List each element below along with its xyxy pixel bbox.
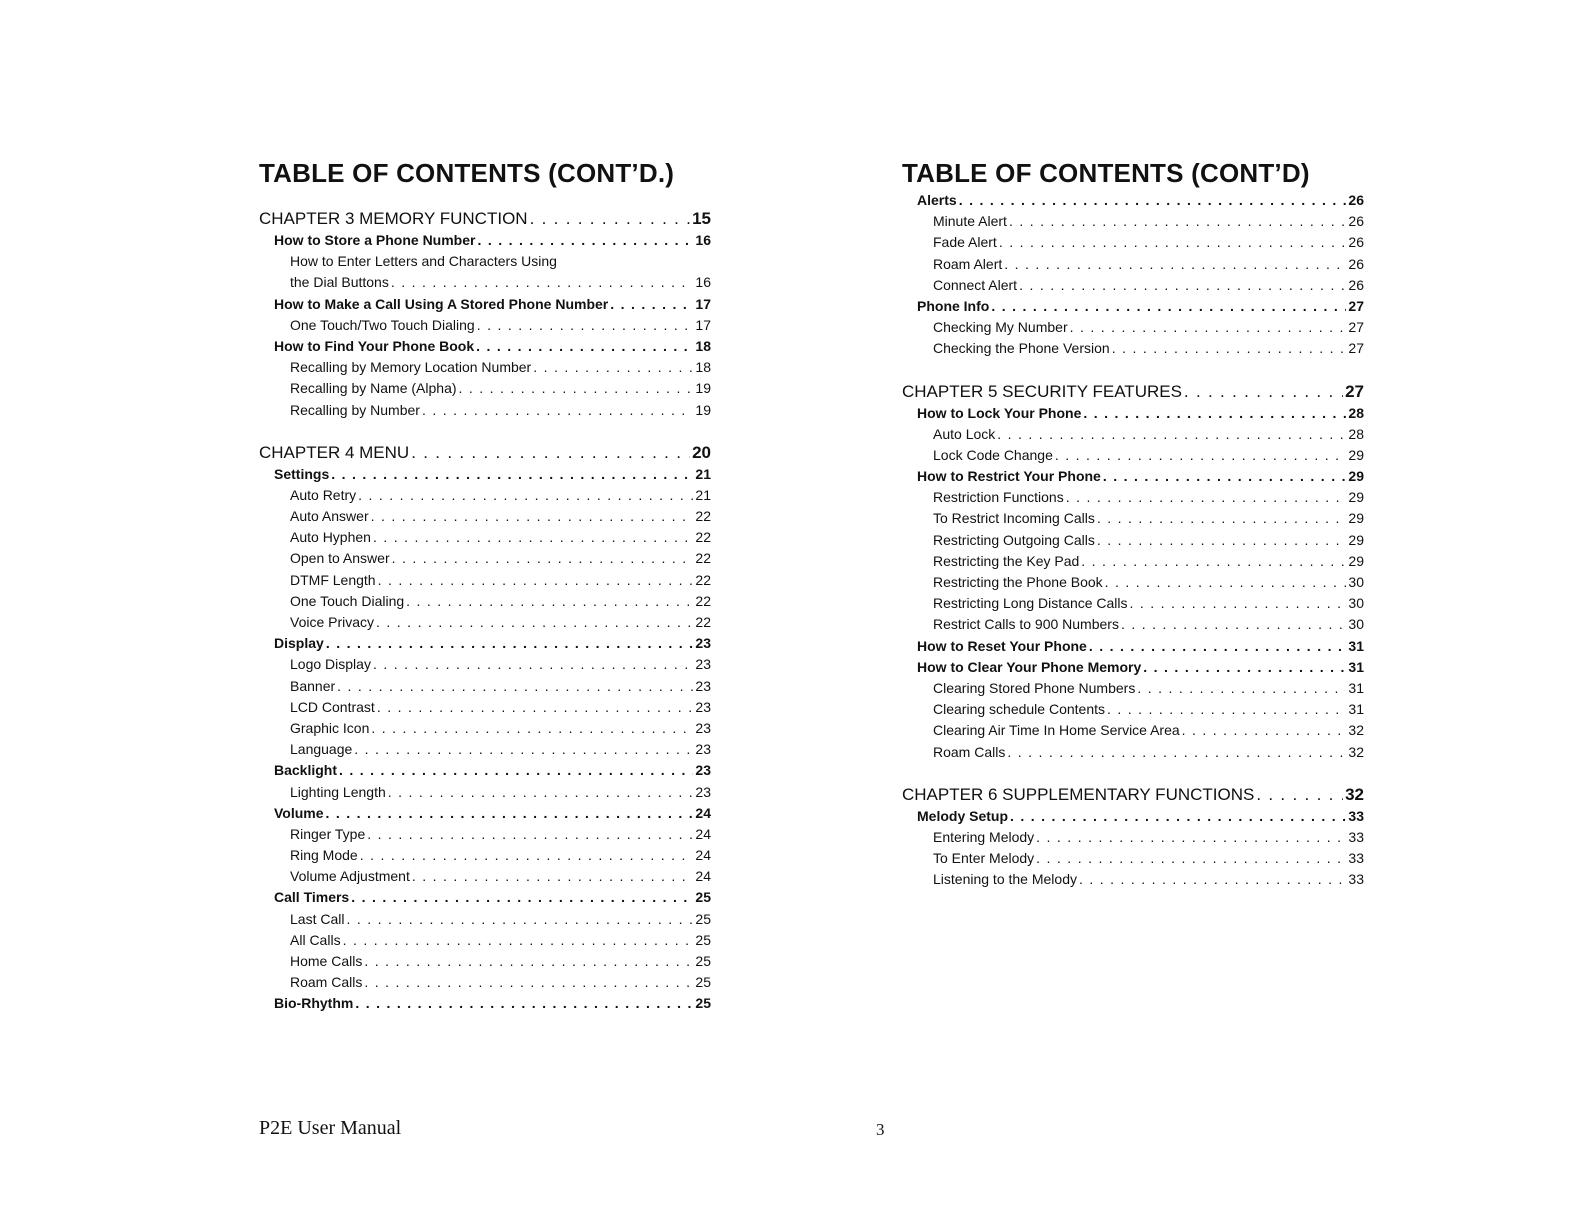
toc-subsection-entry (902, 720, 1364, 741)
toc-entry-label: CHAPTER 4 MENU (259, 442, 410, 462)
toc-subsection-entry (902, 551, 1364, 572)
toc-entry-label: Phone Info (917, 297, 990, 314)
toc-section-entry (902, 296, 1364, 317)
toc-entry-label: CHAPTER 5 SECURITY FEATURES (902, 381, 1182, 401)
dot-leader (406, 591, 693, 612)
toc-section-entry (259, 803, 711, 824)
dot-leader (346, 909, 693, 930)
toc-subsection-entry (902, 614, 1364, 635)
toc-entry-page-number: 26 (1348, 276, 1364, 293)
toc-chapter-entry (259, 442, 711, 464)
dot-leader (1256, 784, 1343, 806)
dot-leader (1081, 551, 1346, 572)
dot-leader (991, 296, 1346, 317)
dot-leader (997, 424, 1346, 445)
toc-entry-label: To Restrict Incoming Calls (933, 510, 1095, 527)
dot-leader (422, 400, 693, 421)
toc-entry-label: How to Make a Call Using A Stored Phone Number (274, 295, 609, 312)
toc-entry-label: One Touch Dialing (290, 592, 405, 609)
toc-entry-label: Checking My Number (933, 319, 1068, 336)
toc-entry-page-number: 19 (695, 380, 711, 397)
toc-entry-page-number: 23 (695, 635, 711, 652)
dot-leader (364, 951, 693, 972)
toc-entry-wrapped-line: How to Enter Letters and Characters Using (290, 253, 557, 270)
toc-entry-label: Connect Alert (933, 276, 1018, 293)
toc-entry-page-number: 31 (1348, 701, 1364, 718)
dot-leader (1004, 254, 1346, 275)
toc-entry-label: Recalling by Memory Location Number (290, 359, 532, 376)
toc-section-entry (902, 403, 1364, 424)
dot-leader (367, 824, 693, 845)
toc-entries-left (259, 208, 711, 1015)
toc-entry-label: Voice Privacy (290, 614, 375, 630)
footer-page-number: 3 (876, 1120, 885, 1139)
dot-leader (476, 336, 693, 357)
dot-leader (371, 506, 694, 527)
toc-entry-label: How to Find Your Phone Book (274, 337, 475, 354)
dot-leader (373, 654, 693, 675)
toc-subsection-entry (259, 591, 711, 612)
toc-subsection-entry (259, 739, 711, 760)
toc-entry-label: Volume (274, 804, 324, 821)
dot-leader (610, 294, 693, 315)
toc-entry-page-number: 27 (1348, 340, 1364, 357)
toc-section-entry (259, 230, 711, 251)
toc-subsection-entry (259, 951, 711, 972)
toc-entry-page-number: 26 (1348, 234, 1364, 251)
toc-entry-label: Call Timers (274, 889, 350, 906)
toc-entry-page-number: 23 (695, 719, 711, 736)
toc-entry-page-number: 26 (1348, 213, 1364, 230)
dot-leader (354, 739, 693, 760)
toc-entry-page-number: 29 (1348, 531, 1364, 548)
toc-entry-label: Entering Melody (933, 828, 1035, 845)
toc-subsection-entry (902, 742, 1364, 763)
toc-subsection-entry (902, 211, 1364, 232)
toc-entry-label: Graphic Icon (290, 719, 370, 736)
toc-entry-label: Auto Retry (290, 486, 357, 503)
dot-leader (371, 718, 693, 739)
dot-leader (1010, 806, 1346, 827)
toc-entry-page-number: 17 (695, 316, 711, 333)
toc-entry-page-number: 28 (1348, 404, 1364, 421)
footer-manual-title: P2E User Manual (259, 1117, 402, 1139)
toc-entry-label: Roam Calls (290, 974, 363, 991)
toc-subsection-entry (902, 699, 1364, 720)
toc-entry-page-number: 22 (695, 529, 711, 546)
toc-entry-label: All Calls (290, 931, 341, 948)
toc-subsection-entry (259, 506, 711, 527)
toc-entry-label: How to Store a Phone Number (274, 232, 476, 248)
dot-leader (1107, 699, 1346, 720)
toc-entry-page-number: 32 (1345, 784, 1364, 804)
dot-leader (1130, 593, 1347, 614)
toc-entry-label: Banner (290, 677, 336, 694)
dot-leader (530, 208, 691, 230)
toc-entry-page-number: 31 (1348, 637, 1364, 654)
dot-leader (1066, 487, 1347, 508)
toc-entry-label: Lighting Length (290, 783, 386, 800)
toc-entry-page-number: 24 (695, 825, 711, 842)
dot-leader (1009, 211, 1346, 232)
toc-chapter-entry (259, 208, 711, 230)
toc-entry-label: Recalling by Number (290, 401, 420, 418)
toc-entry-page-number: 21 (695, 465, 711, 482)
toc-subsection-entry (259, 676, 711, 697)
dot-leader (1103, 466, 1347, 487)
toc-entry-page-number: 33 (1348, 807, 1364, 824)
dot-leader (1036, 827, 1346, 848)
toc-entry-page-number: 18 (695, 337, 711, 354)
toc-section-entry (259, 294, 711, 315)
toc-subsection-entry (259, 548, 711, 569)
toc-entry-page-number: 32 (1348, 743, 1364, 760)
toc-entry-label: Language (290, 741, 353, 758)
dot-leader (1182, 720, 1347, 741)
toc-entry-label: Last Call (290, 910, 345, 927)
dot-leader (959, 190, 1347, 211)
toc-entry-page-number: 31 (1348, 658, 1364, 675)
toc-entry-page-number: 25 (695, 931, 711, 948)
toc-entry-page-number: 24 (695, 847, 711, 864)
dot-leader (388, 782, 694, 803)
toc-entry-page-number: 23 (695, 783, 711, 800)
toc-entry-page-number: 23 (695, 762, 711, 779)
dot-leader (1121, 614, 1346, 635)
toc-entry-page-number: 28 (1348, 425, 1364, 442)
toc-subsection-entry (902, 232, 1364, 253)
toc-entry-label: Bio-Rhythm (274, 995, 354, 1012)
dot-leader (1112, 338, 1347, 359)
toc-entry-label: Listening to the Melody (933, 871, 1077, 888)
dot-leader (411, 442, 690, 464)
toc-subsection-entry (259, 824, 711, 845)
toc-entry-label: Settings (274, 465, 330, 482)
toc-subsection-entry (902, 445, 1364, 466)
toc-entry-label: Restricting the Key Pad (933, 552, 1080, 569)
dot-leader (1019, 275, 1346, 296)
toc-entry-page-number: 16 (695, 232, 711, 248)
toc-subsection-entry (259, 315, 711, 336)
dot-leader (1083, 403, 1346, 424)
toc-entry-page-number: 26 (1348, 192, 1364, 208)
toc-chapter-entry (902, 381, 1364, 403)
toc-entry-label: Checking the Phone Version (933, 340, 1110, 357)
toc-entry-page-number: 20 (692, 442, 711, 462)
dot-leader (355, 993, 693, 1014)
toc-entry-page-number: 30 (1348, 574, 1364, 590)
toc-entry-label: Clearing Stored Phone Numbers (933, 679, 1136, 696)
toc-entry-page-number: 29 (1348, 552, 1364, 569)
toc-entry-page-number: 29 (1348, 510, 1364, 527)
toc-entry-page-number: 22 (695, 614, 711, 630)
toc-entry-label: How to Restrict Your Phone (917, 468, 1101, 485)
toc-entry-label: Auto Answer (290, 508, 369, 525)
toc-entry-label: Display (274, 635, 324, 652)
toc-subsection-entry (259, 357, 711, 378)
toc-entry-page-number: 25 (695, 995, 711, 1012)
dot-leader (1097, 530, 1347, 551)
toc-entry-label: Restricting Long Distance Calls (933, 595, 1128, 612)
toc-entry-label: Clearing schedule Contents (933, 701, 1105, 718)
dot-leader (358, 485, 693, 506)
toc-entry-page-number: 19 (695, 401, 711, 418)
toc-title-left: TABLE OF CONTENTS (CONT’D.) (259, 158, 675, 188)
toc-subsection-entry (259, 697, 711, 718)
dot-leader (1070, 317, 1347, 338)
toc-entry-label: To Enter Melody (933, 850, 1035, 867)
toc-subsection-entry (259, 972, 711, 993)
toc-entry-label: Backlight (274, 762, 338, 779)
toc-entry-label: Alerts (917, 192, 957, 208)
toc-entry-label: Logo Display (290, 656, 371, 673)
dot-leader (1143, 657, 1346, 678)
toc-subsection-entry (259, 930, 711, 951)
toc-entry-label: Volume Adjustment (290, 868, 410, 885)
toc-entry-label: Roam Alert (933, 255, 1003, 272)
dot-leader (459, 378, 694, 399)
toc-chapter-entry (902, 784, 1364, 806)
toc-column-right (902, 158, 1364, 890)
dot-leader (331, 464, 693, 485)
toc-entry-page-number: 24 (695, 804, 711, 821)
toc-section-entry (259, 993, 711, 1014)
toc-entry-label: Lock Code Change (933, 446, 1053, 463)
toc-entry-label: Fade Alert (933, 234, 997, 251)
toc-section-entry (902, 636, 1364, 657)
toc-section-entry (259, 464, 711, 485)
toc-subsection-entry (902, 508, 1364, 529)
toc-subsection-entry (259, 909, 711, 930)
dot-leader (343, 930, 694, 951)
toc-subsection-entry (902, 678, 1364, 699)
toc-entry-page-number: 26 (1348, 255, 1364, 272)
toc-entries-right (902, 190, 1364, 890)
toc-subsection-entry (902, 254, 1364, 275)
toc-column-left (259, 158, 711, 1015)
toc-entry-page-number: 27 (1348, 319, 1364, 336)
toc-entry-page-number: 22 (695, 592, 711, 609)
toc-subsection-entry (902, 275, 1364, 296)
toc-section-entry (259, 336, 711, 357)
toc-entry-page-number: 25 (695, 889, 711, 906)
toc-entry-label: Open to Answer (290, 550, 390, 567)
toc-entry-page-number: 17 (695, 295, 711, 312)
toc-entry-page-number: 23 (695, 741, 711, 758)
toc-subsection-entry (902, 848, 1364, 869)
toc-entry-page-number: 33 (1348, 850, 1364, 867)
toc-entry-label: DTMF Length (290, 571, 376, 588)
toc-subsection-entry (902, 869, 1364, 890)
toc-entry-label: Auto Hyphen (290, 529, 371, 546)
toc-entry-page-number: 30 (1348, 595, 1364, 612)
toc-subsection-entry (902, 424, 1364, 445)
dot-leader (326, 633, 694, 654)
toc-entry-label: Ringer Type (290, 825, 366, 842)
toc-entry-page-number: 23 (695, 656, 711, 673)
toc-entry-page-number: 30 (1348, 616, 1364, 633)
toc-entry-page-number: 15 (692, 209, 711, 228)
toc-entry-page-number: 22 (695, 550, 711, 567)
toc-entry-label: Minute Alert (933, 213, 1007, 230)
toc-subsection-entry (259, 654, 711, 675)
dot-leader (1105, 572, 1347, 593)
dot-leader (326, 803, 694, 824)
dot-leader (392, 548, 694, 569)
toc-entry-label: How to Clear Your Phone Memory (917, 658, 1142, 675)
toc-entry-page-number: 24 (695, 868, 711, 885)
toc-entry-label: Restricting the Phone Book (933, 574, 1103, 590)
toc-subsection-entry (259, 782, 711, 803)
dot-leader (337, 676, 693, 697)
toc-entry-page-number: 18 (695, 359, 711, 376)
toc-entry-label: Melody Setup (917, 807, 1009, 824)
toc-subsection-entry (259, 570, 711, 591)
dot-leader (477, 230, 693, 251)
toc-entry-page-number: 27 (1345, 381, 1364, 401)
dot-leader (1079, 869, 1346, 890)
toc-entry-label: Auto Lock (933, 425, 996, 442)
toc-entry-label: How to Reset Your Phone (917, 637, 1087, 654)
toc-entry-label: Recalling by Name (Alpha) (290, 380, 457, 397)
dot-leader (1097, 508, 1347, 529)
dot-leader (1137, 678, 1346, 699)
toc-subsection-entry (902, 572, 1364, 593)
section-gap (902, 360, 1364, 381)
toc-entry-page-number: 23 (695, 677, 711, 694)
dot-leader (999, 232, 1347, 253)
dot-leader (1036, 848, 1346, 869)
toc-subsection-entry (259, 718, 711, 739)
toc-entry-page-number: 22 (695, 571, 711, 588)
toc-entry-page-number: 25 (695, 953, 711, 969)
toc-subsection-entry (259, 845, 711, 866)
toc-entry-label: One Touch/Two Touch Dialing (290, 316, 475, 333)
dot-leader (364, 972, 693, 993)
toc-entry-page-number: 25 (695, 974, 711, 991)
toc-entry-page-number: 21 (695, 486, 711, 503)
toc-entry-page-number: 25 (695, 910, 711, 927)
dot-leader (412, 866, 694, 887)
toc-entry-label: Restrict Calls to 900 Numbers (933, 616, 1119, 633)
toc-subsection-entry (902, 317, 1364, 338)
section-gap (902, 763, 1364, 784)
toc-entry-page-number: 32 (1348, 722, 1364, 739)
toc-subsection-entry (902, 593, 1364, 614)
toc-entry-page-number: 23 (695, 698, 711, 715)
toc-entry-label: LCD Contrast (290, 698, 375, 715)
toc-entry-label: Ring Mode (290, 847, 358, 864)
toc-title-right: TABLE OF CONTENTS (CONT’D) (902, 158, 1310, 188)
toc-entry-page-number: 33 (1348, 871, 1364, 888)
toc-section-entry (902, 657, 1364, 678)
toc-entry-label: Roam Calls (933, 743, 1006, 760)
toc-entry-page-number: 29 (1348, 468, 1364, 485)
toc-subsection-entry (902, 530, 1364, 551)
toc-subsection-entry (902, 827, 1364, 848)
toc-section-entry (259, 633, 711, 654)
toc-subsection-entry (259, 527, 711, 548)
toc-entry-label: Restricting Outgoing Calls (933, 531, 1095, 548)
toc-section-entry (902, 806, 1364, 827)
toc-subsection-entry (259, 485, 711, 506)
toc-entry-label: CHAPTER 3 MEMORY FUNCTION (259, 209, 528, 228)
toc-subsection-entry (259, 378, 711, 399)
toc-entry-page-number: 22 (695, 508, 711, 525)
toc-entry-label: Clearing Air Time In Home Service Area (933, 722, 1180, 739)
toc-entry-label: Restriction Functions (933, 489, 1064, 506)
dot-leader (373, 527, 693, 548)
toc-section-entry (902, 190, 1364, 211)
dot-leader (351, 887, 693, 908)
toc-entry-label: CHAPTER 6 SUPPLEMENTARY FUNCTIONS (902, 784, 1255, 804)
toc-entry-label: the Dial Buttons (290, 274, 389, 291)
section-gap (259, 421, 711, 442)
toc-entry-page-number: 33 (1348, 828, 1364, 845)
dot-leader (339, 760, 693, 781)
toc-section-entry (259, 887, 711, 908)
toc-entry-page-number: 27 (1348, 297, 1364, 314)
toc-subsection-entry (259, 272, 711, 293)
toc-subsection-entry (259, 612, 711, 633)
dot-leader (378, 570, 694, 591)
dot-leader (1055, 445, 1347, 466)
toc-subsection-entry (902, 487, 1364, 508)
dot-leader (1089, 636, 1347, 657)
toc-entry-page-number: 29 (1348, 489, 1364, 506)
toc-section-entry (902, 466, 1364, 487)
dot-leader (1184, 381, 1343, 403)
toc-subsection-entry (259, 866, 711, 887)
dot-leader (1007, 742, 1346, 763)
dot-leader (477, 315, 694, 336)
toc-section-entry (259, 760, 711, 781)
toc-subsection-entry (259, 400, 711, 421)
dot-leader (533, 357, 693, 378)
dot-leader (376, 612, 693, 633)
toc-entry-page-number: 31 (1348, 679, 1364, 696)
toc-entry-page-number: 29 (1348, 446, 1364, 463)
dot-leader (360, 845, 694, 866)
dot-leader (391, 272, 694, 293)
toc-entry-page-number: 16 (695, 274, 711, 291)
dot-leader (377, 697, 694, 718)
toc-entry-label: Home Calls (290, 953, 363, 969)
toc-subsection-entry (902, 338, 1364, 359)
toc-entry-label: How to Lock Your Phone (917, 404, 1082, 421)
